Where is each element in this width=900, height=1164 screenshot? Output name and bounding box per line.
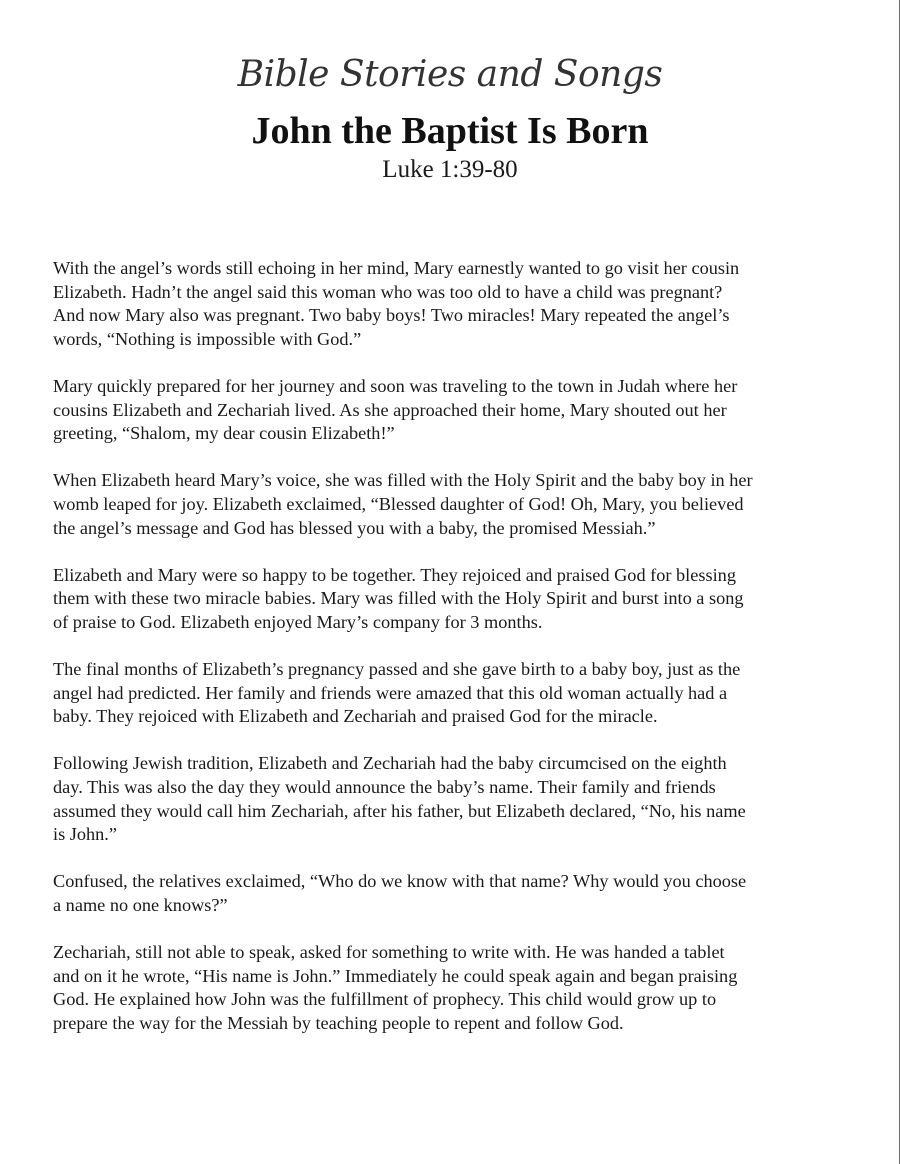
text-line: the angel’s message and God has blessed you with a baby, the promised Messiah.” — [53, 517, 656, 538]
text-line: womb leaped for joy. Elizabeth exclaimed, “Blessed daughter of God! Oh, Mary, you believed — [53, 493, 744, 514]
text-line: baby. They rejoiced with Elizabeth and Zechariah and praised God for the miracle. — [53, 706, 658, 727]
text-line: Elizabeth. Hadn’t the angel said this woman who was too old to have a child was pregnant? — [53, 281, 723, 302]
paragraph — [53, 752, 853, 846]
text-line: And now Mary also was pregnant. Two baby boys! Two miracles! Mary repeated the angel’s — [53, 305, 730, 326]
text-line: is John.” — [53, 824, 117, 845]
text-line: day. This was also the day they would announce the baby’s name. Their family and friends — [53, 777, 716, 798]
series-title: Bible Stories and Songs — [237, 54, 663, 95]
paragraph — [53, 564, 853, 635]
text-line: When Elizabeth heard Mary’s voice, she was filled with the Holy Spirit and the baby boy in her — [53, 470, 753, 491]
text-line: Elizabeth and Mary were so happy to be together. They rejoiced and praised God for blessing — [53, 564, 736, 585]
text-line: Confused, the relatives exclaimed, “Who do we know with that name? Why would you choose — [53, 871, 747, 892]
paragraph — [53, 941, 853, 1035]
paragraph — [53, 375, 853, 446]
text-line: and on it he wrote, “His name is John.” Immediately he could speak again and began praising — [53, 965, 738, 986]
text-line: words, “Nothing is impossible with God.” — [53, 328, 362, 349]
text-line: them with these two miracle babies. Mary was filled with the Holy Spirit and burst into a song — [53, 588, 744, 609]
text-line: The final months of Elizabeth’s pregnancy passed and she gave birth to a baby boy, just as the — [53, 659, 741, 680]
text-line: Zechariah, still not able to speak, asked for something to write with. He was handed a tablet — [53, 942, 725, 963]
text-line: Following Jewish tradition, Elizabeth and Zechariah had the baby circumcised on the eighth — [53, 753, 727, 774]
paragraph — [53, 658, 853, 729]
scripture-reference: Luke 1:39-80 — [382, 156, 518, 183]
text-line: a name no one knows?” — [53, 895, 228, 916]
text-line: prepare the way for the Messiah by teaching people to repent and follow God. — [53, 1013, 624, 1033]
text-line: With the angel’s words still echoing in her mind, Mary earnestly wanted to go visit her cousin — [53, 258, 740, 278]
text-line: of praise to God. Elizabeth enjoyed Mary’s company for 3 months. — [53, 611, 543, 632]
story-title: John the Baptist Is Born — [251, 110, 649, 152]
story-body — [53, 257, 853, 1036]
text-line: assumed they would call him Zechariah, after his father, but Elizabeth declared, “No, his name — [53, 800, 746, 821]
paragraph — [53, 469, 853, 540]
text-line: Mary quickly prepared for her journey and soon was traveling to the town in Judah where her — [53, 375, 738, 396]
text-line: God. He explained how John was the fulfillment of prophecy. This child would grow up to — [53, 989, 717, 1010]
text-line: cousins Elizabeth and Zechariah lived. As she approached their home, Mary shouted out her — [53, 399, 727, 420]
text-line: angel had predicted. Her family and friends were amazed that this old woman actually had a — [53, 682, 728, 703]
paragraph — [53, 257, 853, 351]
paragraph — [53, 870, 853, 917]
text-line: greeting, “Shalom, my dear cousin Elizabeth!” — [53, 423, 395, 444]
